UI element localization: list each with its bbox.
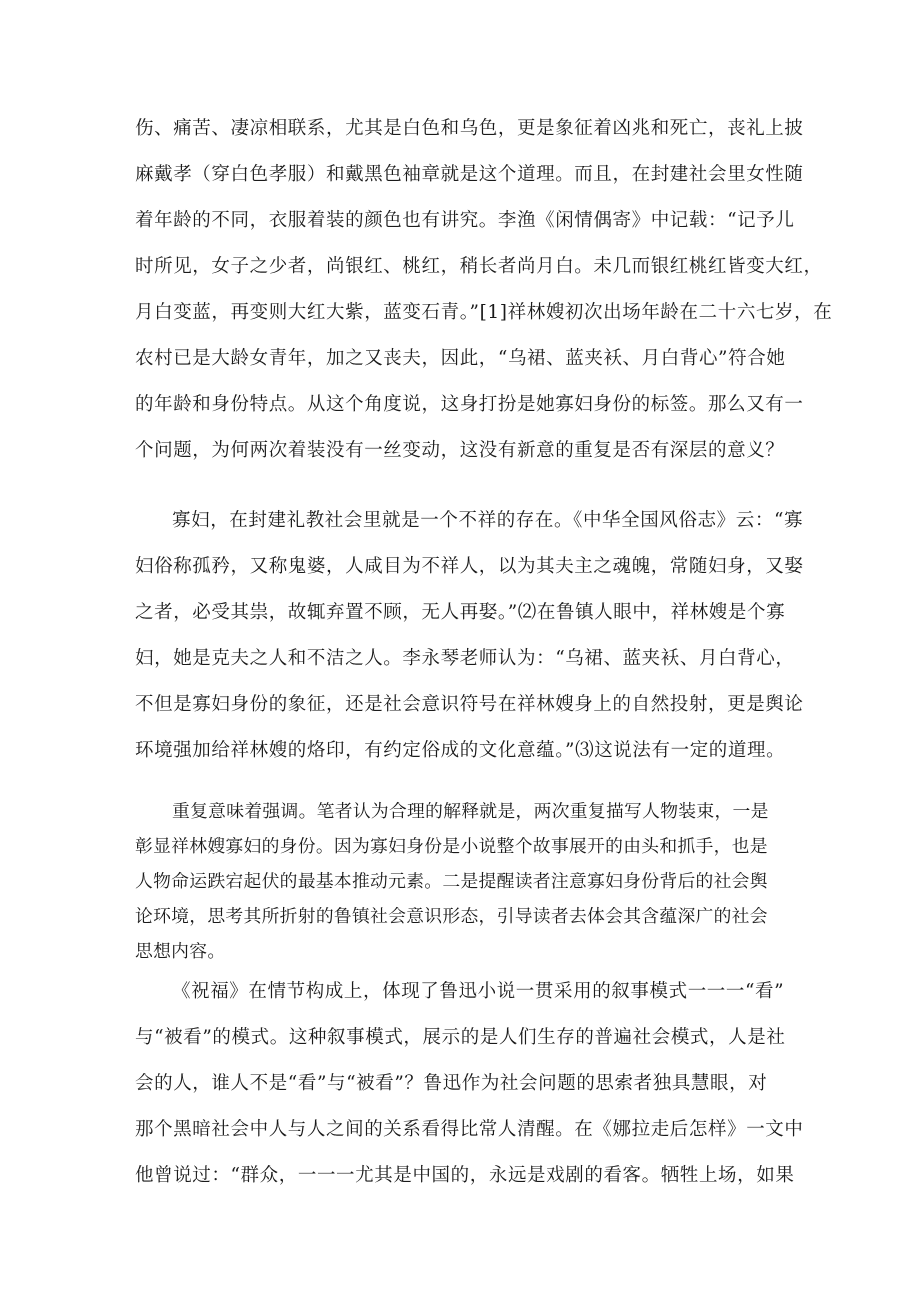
- text-line: 彰显祥林嫂寡妇的身份。因为寡妇身份是小说整个故事展开的由头和抓手，也是: [135, 836, 768, 857]
- text-line: 论环境，思考其所折射的鲁镇社会意识形态，引导读者去体会其含蕴深广的社会: [135, 906, 768, 927]
- text-line: 伤、痛苦、凄凉相联系，尤其是白色和乌色，更是象征着凶兆和死亡，丧礼上披: [135, 118, 804, 139]
- text-line: 他曾说过：“群众，一一一尤其是中国的，永远是戏剧的看客。牺牲上场，如果: [135, 1165, 795, 1186]
- text-line: 个问题，为何两次着装没有一丝变动，这没有新意的重复是否有深层的意义？: [135, 440, 785, 461]
- text-line: 人物命运跌宕起伏的最基本推动元素。二是提醒读者注意寡妇身份背后的社会舆: [135, 871, 768, 892]
- text-line: 麻戴孝（穿白色孝服）和戴黑色袖章就是这个道理。而且，在封建社会里女性随: [135, 164, 804, 185]
- text-line: 与“被看”的模式。这种叙事模式，展示的是人们生存的普遍社会模式，人是社: [135, 1027, 786, 1048]
- text-line: 妇，她是克夫之人和不洁之人。李永琴老师认为：“乌裙、蓝夹袄、月白背心，: [135, 648, 795, 669]
- text-line: 思想内容。: [135, 941, 226, 962]
- text-line: 不但是寡妇身份的象征，还是社会意识符号在祥林嫂身上的自然投射，更是舆论: [135, 694, 804, 715]
- text-line: 会的人，谁人不是“看”与“被看”？鲁迅作为社会问题的思索者独具慧眼，对: [135, 1073, 768, 1094]
- text-line: 月白变蓝，再变则大红大紫，蓝变石青。”[1]祥林嫂初次出场年龄在二十六七岁，在: [135, 302, 833, 323]
- text-line: 之者，必受其祟，故辄弃置不顾，无人再娶。”⑵在鲁镇人眼中，祥林嫂是个寡: [135, 602, 786, 623]
- text-line: 那个黑暗社会中人与人之间的关系看得比常人清醒。在《娜拉走后怎样》一文中: [135, 1119, 804, 1140]
- text-line: 妇俗称孤矜，又称鬼婆，人咸目为不祥人，以为其夫主之魂魄，常随妇身，又娶: [135, 556, 804, 577]
- text-line: 重复意味着强调。笔者认为合理的解释就是，两次重复描写人物装束，一是: [172, 801, 769, 822]
- text-line: 时所见，女子之少者，尚银红、桃红，稍长者尚月白。未几而银红桃红皆变大红，: [135, 256, 823, 277]
- text-line: 农村已是大龄女青年，加之又丧夫，因此，“乌裙、蓝夹袄、月白背心”符合她: [135, 348, 786, 369]
- text-line: 着年龄的不同，衣服着装的颜色也有讲究。李渔《闲情偶寄》中记载：“记予儿: [135, 210, 795, 231]
- text-line: 寡妇，在封建礼教社会里就是一个不祥的存在。《中华全国风俗志》云：“寡: [172, 510, 804, 531]
- text-line: 环境强加给祥林嫂的烙印，有约定俗成的文化意蕴。”⑶这说法有一定的道理。: [135, 740, 786, 761]
- text-line: 《祝福》在情节构成上，体现了鲁迅小说一贯采用的叙事模式一一一“看”: [172, 981, 785, 1002]
- text-line: 的年龄和身份特点。从这个角度说，这身打扮是她寡妇身份的标签。那么又有一: [135, 394, 804, 415]
